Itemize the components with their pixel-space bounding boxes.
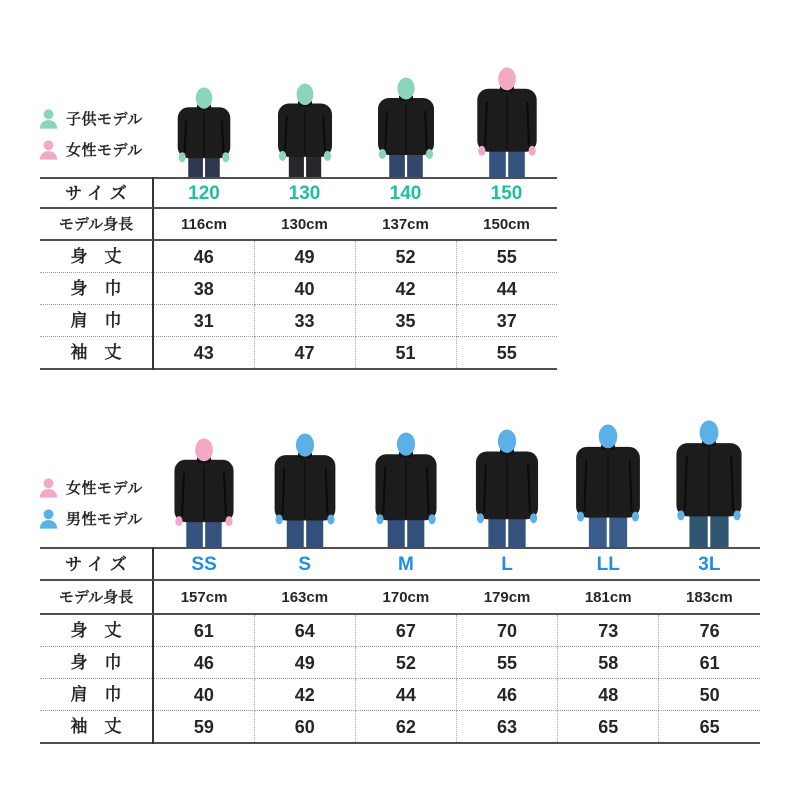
size-value: LL [558,548,659,580]
model-height-value: 183cm [659,580,760,614]
measurement-row [40,679,760,711]
measurement-value: 59 [153,711,254,744]
person-icon [38,477,59,498]
size-header-row [40,178,557,208]
measurement-row [40,337,557,370]
model-height-label: モデル身長 [40,580,153,614]
measurement-value: 47 [254,337,355,370]
kids-size-table [40,177,557,370]
size-value: S [254,548,355,580]
measurement-value: 40 [254,273,355,305]
model-figure-LL [558,424,658,547]
measurement-label: 身 丈 [40,240,153,273]
kids-legend [38,105,143,167]
measurement-row [40,240,557,273]
person-icon [38,139,59,160]
model-height-value: 179cm [456,580,557,614]
measurement-value: 64 [254,614,355,647]
model-figure-M [356,432,456,547]
adult-model-photos [153,410,760,547]
measurement-value: 52 [355,647,456,679]
measurement-row [40,647,760,679]
measurement-value: 42 [254,679,355,711]
measurement-value: 60 [254,711,355,744]
measurement-label: 身 巾 [40,273,153,305]
measurement-value: 35 [355,305,456,337]
measurement-label: 肩 巾 [40,679,153,711]
model-height-value: 130cm [254,208,355,240]
model-figure-L [457,429,557,547]
size-header-row [40,548,760,580]
measurement-row [40,305,557,337]
measurement-value: 38 [153,273,254,305]
measurement-value: 61 [153,614,254,647]
measurement-label: 身 丈 [40,614,153,647]
measurement-row [40,711,760,744]
model-height-value: 170cm [355,580,456,614]
model-figure-140 [356,77,456,177]
measurement-value: 46 [153,240,254,273]
size-value: 130 [254,178,355,208]
measurement-value: 44 [355,679,456,711]
model-height-label: モデル身長 [40,208,153,240]
measurement-label: 肩 巾 [40,305,153,337]
legend-item-child-model [38,105,143,132]
measurement-value: 31 [153,305,254,337]
size-value: M [355,548,456,580]
size-value: 150 [456,178,557,208]
legend-item-female-model [38,136,143,163]
model-figure-130 [255,83,355,177]
measurement-value: 55 [456,647,557,679]
legend-label: 女性モデル [66,142,143,159]
kids-model-photos [153,60,557,177]
measurement-value: 42 [355,273,456,305]
measurement-value: 49 [254,240,355,273]
measurement-value: 67 [355,614,456,647]
person-icon [38,108,59,129]
measurement-value: 33 [254,305,355,337]
measurement-row [40,614,760,647]
measurement-value: 49 [254,647,355,679]
legend-item-male-model [38,505,143,532]
measurement-value: 65 [699,716,720,737]
measurement-label: 身 巾 [40,647,153,679]
size-value: L [456,548,557,580]
model-height-value: 150cm [456,208,557,240]
size-row-label: サイズ [40,548,153,580]
size-row-label: サイズ [40,178,153,208]
adult-size-table [40,547,760,744]
measurement-value: 70 [456,614,557,647]
measurement-row [40,273,557,305]
model-figure-SS [154,438,254,547]
measurement-value: 46 [153,647,254,679]
measurement-value: 55 [456,240,557,273]
measurement-value: 76 [659,614,760,647]
model-figure-150 [457,67,557,177]
model-height-row [40,208,557,240]
measurement-value: 63 [456,711,557,744]
measurement-value: 62 [355,711,456,744]
legend-label: 子供モデル [66,111,143,128]
measurement-value: 50 [659,679,760,711]
model-height-value: 137cm [355,208,456,240]
measurement-label: 袖 丈 [40,711,153,744]
measurement-value: 65 [558,711,659,744]
legend-label: 女性モデル [66,480,143,497]
model-height-value: 181cm [558,580,659,614]
measurement-value: 73 [558,614,659,647]
measurement-value: 52 [355,240,456,273]
size-value: 120 [153,178,254,208]
size-value: 140 [355,178,456,208]
measurement-label: 袖 丈 [40,337,153,370]
measurement-value: 58 [558,647,659,679]
person-icon [38,508,59,529]
legend-item-female-model [38,474,143,501]
model-height-value: 116cm [153,208,254,240]
measurement-value: 51 [355,337,456,370]
model-height-row [40,580,760,614]
model-height-value: 157cm [153,580,254,614]
measurement-value: 46 [456,679,557,711]
model-figure-S [255,433,355,547]
model-height-value: 163cm [254,580,355,614]
measurement-value: 48 [558,679,659,711]
measurement-value: 61 [659,647,760,679]
measurement-value: 44 [456,273,557,305]
measurement-value: 43 [153,337,254,370]
measurement-value: 40 [153,679,254,711]
model-figure-120 [154,87,254,177]
measurement-value: 55 [496,342,517,363]
model-figure-3L [659,420,759,547]
measurement-value: 37 [456,305,557,337]
legend-label: 男性モデル [66,511,143,528]
adult-legend [38,474,143,536]
size-value: SS [153,548,254,580]
size-value: 3L [659,548,760,580]
